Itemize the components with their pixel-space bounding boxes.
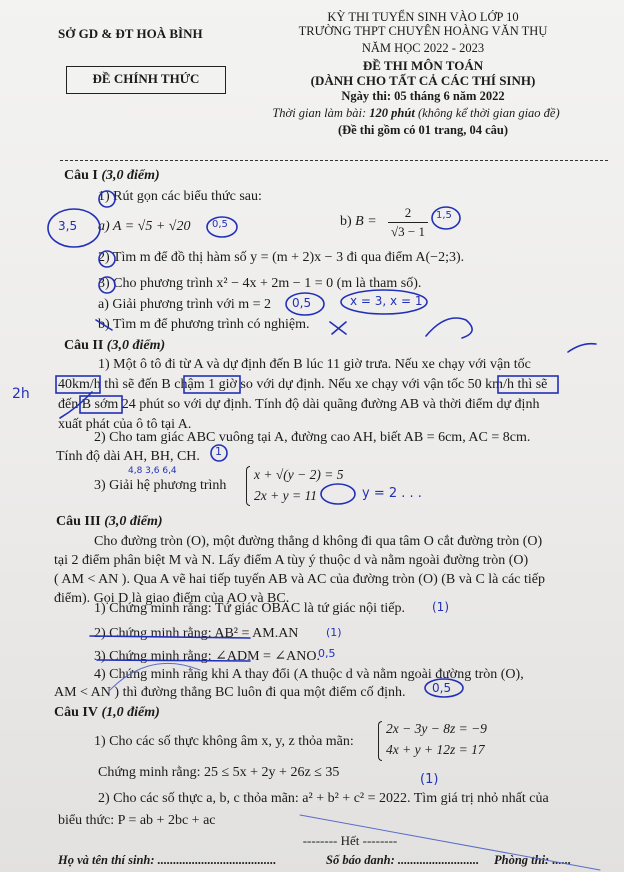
official-label: ĐỀ CHÍNH THỨC [92, 71, 200, 86]
system-brace [378, 721, 382, 761]
hw-triangle-values: 4,8 3,6 6,4 [128, 466, 177, 476]
school-year: NĂM HỌC 2022 - 2023 [361, 41, 485, 55]
hw-q2-part-mark: 1 [215, 445, 222, 458]
q2-p1-line2: 40km/h thì sẽ đến B chậm 1 giờ so với dự định. Nếu xe chạy với vận tốc 50 km/h thì sẽ [58, 377, 548, 392]
q3-intro-line2: tại 2 điểm phân biệt M và N. Lấy điểm A tùy ý thuộc d và nằm ngoài đường tròn (O) [54, 553, 529, 568]
scribble [426, 318, 472, 338]
hw-q3-part4-score: 0,5 [432, 681, 452, 695]
q1-part1b-label: b) [340, 214, 352, 229]
scribble [568, 344, 596, 352]
hw-q3-part2-score: (1) [326, 626, 342, 639]
hw-part-a-score: 0,5 [212, 219, 228, 230]
q3-part1: 1) Chứng minh rằng: Tứ giác OBAC là tứ giác nội tiếp. [94, 601, 406, 616]
exam-title: KỲ THI TUYỂN SINH VÀO LỚP 10 [327, 10, 519, 24]
q3-title: Câu III [56, 514, 101, 529]
q1-part2: 2) Tìm m để đồ thị hàm số y = (m + 2)x − 3 đi qua điểm A(−2;3). [98, 250, 465, 265]
q3-intro-line3: ( AM < AN ). Qua A vẽ hai tiếp tuyến AB và AC của đường tròn (O) (B và C là các tiếp [54, 572, 546, 587]
hw-q3-part3-score: 0,5 [318, 647, 336, 660]
exam-room-field: Phòng thi: ...... [494, 853, 572, 867]
q3-points: (3,0 điểm) [104, 514, 163, 529]
hw-system-note: y = 2 . . . [362, 486, 422, 501]
audience-line: (DÀNH CHO TẤT CẢ CÁC THÍ SINH) [310, 73, 536, 88]
q3-part2: 2) Chứng minh rằng: AB² = AM.AN [94, 626, 299, 641]
q2-points: (3,0 điểm) [106, 338, 166, 353]
q4-eq2: 4x + y + 12z = 17 [386, 742, 485, 757]
q4-part2-line1: 2) Cho các số thực a, b, c thỏa mãn: a² + b² + c² = 2022. Tìm giá trị nhỏ nhất của [98, 791, 549, 806]
q4-heading [54, 705, 160, 721]
q4-title: Câu IV [54, 705, 98, 720]
q2-p1-line1: 1) Một ô tô đi từ A và dự định đến B lúc 11 giờ trưa. Nếu xe chạy với vận tốc [98, 357, 531, 372]
q3-intro-line1: Cho đường tròn (O), một đường thẳng d không đi qua tâm O cắt đường tròn (O) [94, 534, 543, 549]
q1-frac-numerator: 2 [404, 205, 412, 220]
q2-heading [64, 338, 165, 354]
q4-prove: Chứng minh rằng: 25 ≤ 5x + 2y + 26z ≤ 35 [98, 765, 340, 780]
q3-part3: 3) Chứng minh rằng: ∠ADM = ∠ANO. [94, 649, 320, 664]
school-name: TRƯỜNG THPT CHUYÊN HOÀNG VĂN THỤ [298, 24, 548, 38]
q2-p1-line3: đến B sớm 24 phút so với dự định. Tính độ dài quãng đường AB và thời điểm dự định [58, 397, 540, 412]
q3-heading [56, 514, 163, 530]
q2-p2-line2: Tính độ dài AH, BH, CH. [56, 449, 200, 464]
candidate-number-field: Số báo danh: .......................... [326, 853, 480, 867]
q1-part1b-var: B = [355, 214, 377, 229]
hw-q4-part1-score: (1) [420, 772, 439, 787]
q1-part3a: a) Giải phương trình với m = 2 [98, 297, 271, 312]
q2-eq2: 2x + y = 11 [254, 488, 317, 503]
q2-p1-line4: xuất phát của ô tô tại A. [58, 417, 192, 432]
q3-part4-line2: AM < AN ) thì đường thẳng BC luôn đi qua một điểm cố định. [54, 685, 406, 700]
time-value: 120 phút [369, 106, 415, 120]
system-brace [246, 466, 250, 506]
q4-part1: 1) Cho các số thực không âm x, y, z thỏa mãn: [94, 734, 354, 749]
hw-side-note: 2h [12, 386, 30, 402]
header-divider [60, 160, 608, 161]
exam-date: Ngày thi: 05 tháng 6 năm 2022 [341, 89, 505, 103]
q1-title: Câu I [64, 168, 98, 183]
hw-m2-score: 0,5 [292, 296, 312, 310]
q2-p2-line1: 2) Cho tam giác ABC vuông tại A, đường cao AH, biết AB = 6cm, AC = 8cm. [94, 430, 531, 445]
q4-eq1: 2x − 3y − 8z = −9 [386, 721, 487, 736]
q1-part3: 3) Cho phương trình x² − 4x + 2m − 1 = 0 (m là tham số). [98, 276, 422, 291]
q4-points: (1,0 điểm) [101, 705, 160, 720]
q2-eq1: x + √(y − 2) = 5 [254, 467, 344, 482]
score-circle [321, 484, 355, 504]
candidate-name-field: Họ và tên thí sinh: ...................................... [58, 853, 277, 867]
q1-frac-denominator: √3 − 1 [391, 224, 425, 239]
department-name: SỞ GD & ĐT HOÀ BÌNH [58, 26, 203, 41]
page-count: (Đề thi gồm có 01 trang, 04 câu) [337, 123, 509, 137]
q1-part1b [340, 214, 377, 230]
q1-points: (3,0 điểm) [101, 168, 160, 183]
time-line [226, 106, 606, 121]
q3-part4-line1: 4) Chứng minh rằng khi A thay đổi (A thuộc d và nằm ngoài đường tròn (O), [94, 667, 524, 682]
q2-title: Câu II [64, 338, 104, 353]
hw-m2-answer: x = 3, x = 1 [350, 294, 423, 308]
time-suffix: (không kể thời gian giao đề) [417, 106, 560, 120]
hw-part-b-score: 1,5 [436, 210, 452, 221]
fraction-bar [388, 222, 428, 223]
subject-title: ĐỀ THI MÔN TOÁN [362, 58, 484, 73]
hw-q1-score: 3,5 [58, 219, 78, 233]
q1-part1: 1) Rút gọn các biểu thức sau: [98, 189, 262, 204]
q1-heading [64, 168, 160, 184]
q1-part1a: a) A = √5 + √20 [98, 219, 191, 234]
q4-part2-line2: biểu thức: P = ab + 2bc + ac [58, 813, 216, 828]
q1-part3b: b) Tìm m để phương trình có nghiệm. [98, 317, 310, 332]
time-prefix: Thời gian làm bài: [272, 106, 367, 120]
q3-intro-line4: điểm). Gọi D là giao điểm của AO và BC. [54, 591, 290, 606]
end-marker: -------- Hết -------- [302, 833, 398, 848]
hw-q3-part1-score: (1) [432, 600, 449, 614]
q2-p3: 3) Giải hệ phương trình [94, 478, 227, 493]
